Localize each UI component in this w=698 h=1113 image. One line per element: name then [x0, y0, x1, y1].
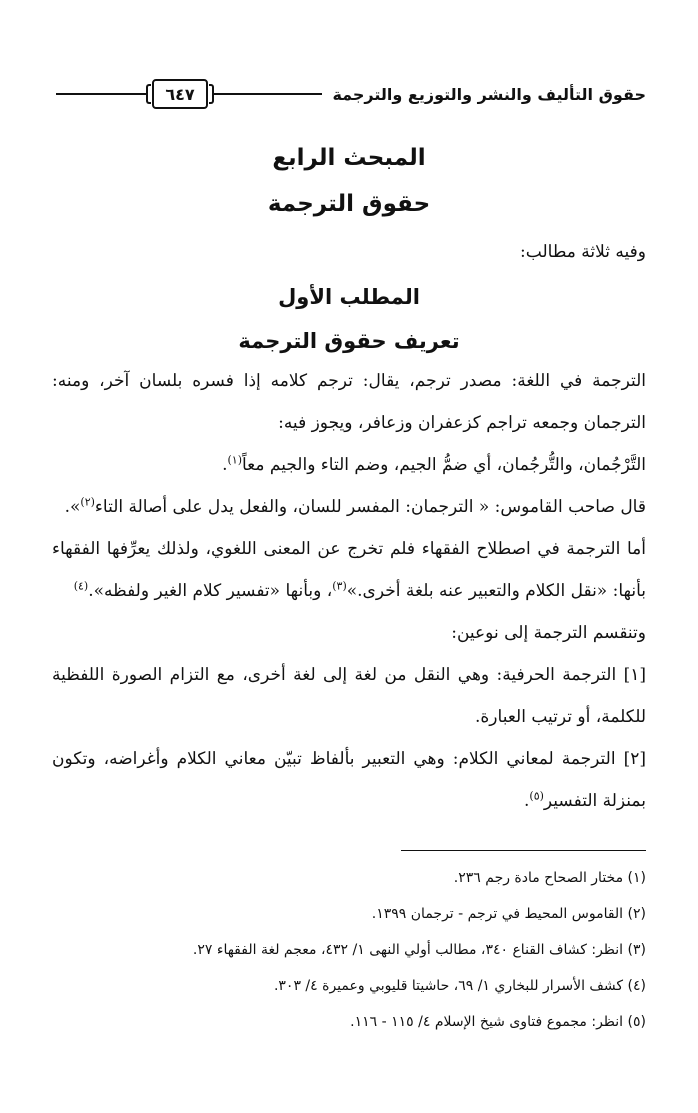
- footnote-2: (٢) القاموس المحيط في ترجم - ترجمان ١٣٩٩.: [371, 906, 646, 922]
- subsection-title: المطلب الأول: [278, 285, 420, 309]
- paragraph-7-line-2: [52, 788, 646, 814]
- paragraph-3-text: قال صاحب القاموس: « الترجمان: المفسر للسان، والفعل يدل على أصالة التاء: [94, 497, 646, 517]
- header-rule: [214, 93, 322, 95]
- footnote-3: (٣) انظر: كشاف القناع ٣٤٠، مطالب أولي النهى ١/ ٤٣٢، معجم لغة الفقهاء ٢٧.: [192, 942, 646, 958]
- paragraph-3: [52, 494, 646, 520]
- footnote-ref-1[interactable]: (١): [227, 453, 242, 467]
- paragraph-4-line-1: أما الترجمة في اصطلاح الفقهاء فلم تخرج عن المعنى اللغوي، ولذلك يعرِّفها الفقهاء: [52, 539, 646, 559]
- paragraph-2: [52, 452, 646, 478]
- footnote-ref-5[interactable]: (٥): [529, 789, 544, 803]
- header-title: حقوق التأليف والنشر والتوزيع والترجمة: [332, 84, 646, 104]
- paragraph-1-line-1: الترجمة في اللغة: مصدر ترجم، يقال: ترجم كلامه إذا فسره بلسان آخر، ومنه:: [52, 371, 646, 391]
- page-number-badge: [152, 79, 208, 109]
- footnote-ref-3[interactable]: (٣): [332, 579, 347, 593]
- paragraph-6-line-1: [١] الترجمة الحرفية: وهي النقل من لغة إلى لغة أخرى، مع التزام الصورة اللفظية: [52, 665, 646, 685]
- paragraph-5: وتنقسم الترجمة إلى نوعين:: [451, 623, 646, 643]
- footnote-ref-4[interactable]: (٤): [73, 579, 89, 593]
- paragraph-7-text: بمنزلة التفسير: [543, 791, 646, 811]
- page-number: ٦٤٧: [165, 84, 195, 104]
- running-header: [52, 76, 646, 112]
- paragraph-4-part-b: ، وبأنها «تفسير كلام الغير ولفظه».: [88, 581, 333, 601]
- paragraph-3-end: ».: [64, 497, 81, 517]
- subsection-subtitle: تعريف حقوق الترجمة: [238, 329, 460, 353]
- paragraph-1-line-2: الترجمان وجمعه تراجم كزعفران وزعافر، ويجوز فيه:: [278, 413, 646, 433]
- paragraph-4-line-2: [52, 578, 646, 604]
- footnote-4: (٤) كشف الأسرار للبخاري ١/ ٦٩، حاشيتا قليوبي وعميرة ٤/ ٣٠٣.: [273, 978, 646, 994]
- paragraph-7-end: .: [524, 791, 530, 811]
- paragraph-7-line-1: [٢] الترجمة لمعاني الكلام: وهي التعبير بألفاظ تبيّن معاني الكلام وأغراضه، وتكون: [52, 749, 646, 769]
- footnote-separator: [401, 850, 646, 851]
- footnote-ref-2[interactable]: (٢): [80, 495, 95, 509]
- paragraph-6-line-2: للكلمة، أو ترتيب العبارة.: [475, 707, 646, 727]
- section-title: المبحث الرابع: [272, 145, 426, 171]
- paragraph-2-text: التَّرْجُمان، والتُّرجُمان، أي ضمُّ الجيم، وضم التاء والجيم معاً: [241, 455, 646, 475]
- footnote-5: (٥) انظر: مجموع فتاوى شيخ الإسلام ٤/ ١١٥ - ١١٦.: [350, 1014, 646, 1030]
- header-rule-end: [56, 93, 146, 95]
- section-intro: وفيه ثلاثة مطالب:: [520, 242, 646, 262]
- section-subtitle: حقوق الترجمة: [267, 191, 431, 217]
- paragraph-2-end: .: [222, 455, 228, 475]
- paragraph-4-part-a: بأنها: «نقل الكلام والتعبير عنه بلغة أخرى.»: [346, 581, 646, 601]
- footnote-1: (١) مختار الصحاح مادة رجم ٢٣٦.: [453, 870, 646, 886]
